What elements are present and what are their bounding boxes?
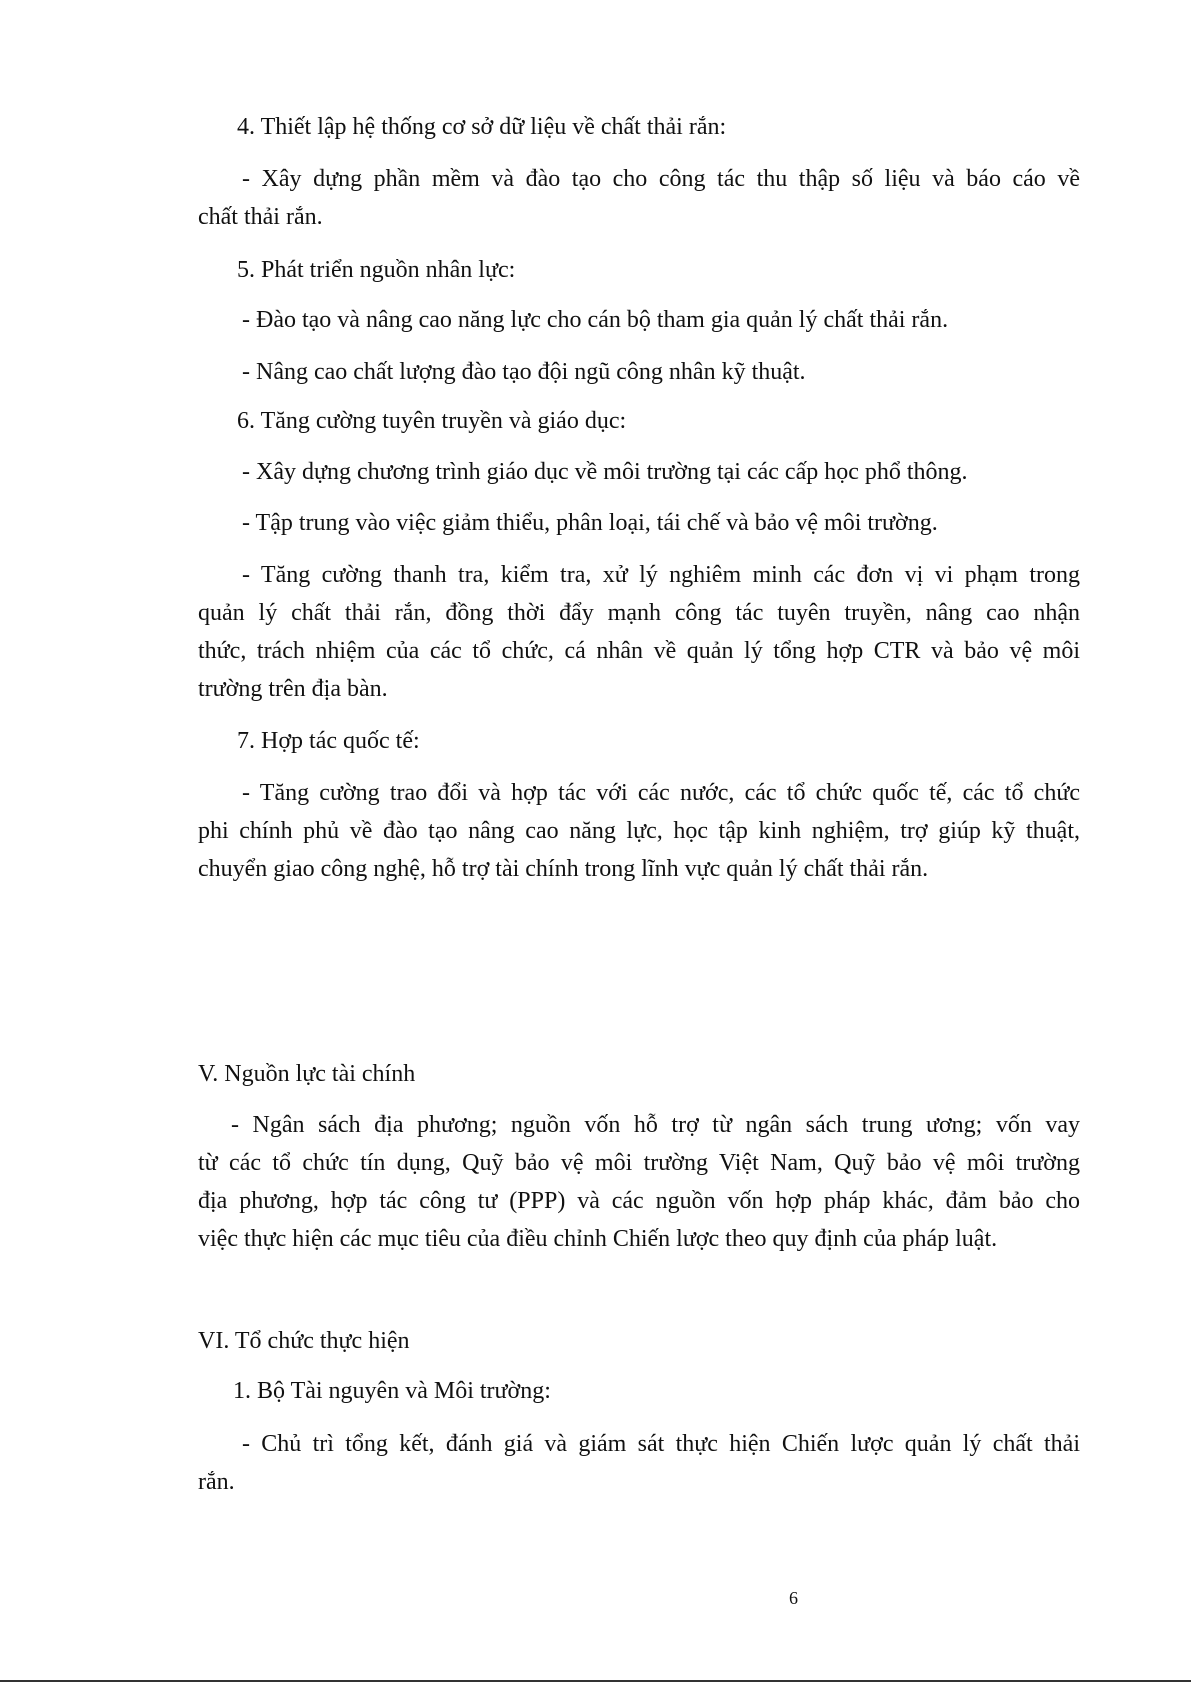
part-v-line-3: địa phương, hợp tác công tư (PPP) và các nguồn vốn hợp pháp khác, đảm bảo cho xyxy=(198,1188,1080,1214)
section-5-item-2: - Nâng cao chất lượng đào tạo đội ngũ công nhân kỹ thuật. xyxy=(242,359,806,385)
section-6-item-2: - Tập trung vào việc giảm thiểu, phân loại, tái chế và bảo vệ môi trường. xyxy=(242,510,938,536)
section-6-item-3-line-4: trường trên địa bàn. xyxy=(198,676,388,702)
part-v-line-2: từ các tổ chức tín dụng, Quỹ bảo vệ môi trường Việt Nam, Quỹ bảo vệ môi trường xyxy=(198,1150,1080,1176)
part-vi-heading: VI. Tổ chức thực hiện xyxy=(198,1328,410,1354)
part-vi-sub-1-heading: 1. Bộ Tài nguyên và Môi trường: xyxy=(233,1378,551,1404)
section-7-item-1-line-2: phi chính phủ về đào tạo nâng cao năng lực, học tập kinh nghiệm, trợ giúp kỹ thuật, xyxy=(198,818,1080,844)
part-vi-sub-1-item-line-2: rắn. xyxy=(198,1469,235,1495)
part-v-line-4: việc thực hiện các mục tiêu của điều chỉnh Chiến lược theo quy định của pháp luật. xyxy=(198,1226,998,1252)
page-number: 6 xyxy=(789,1588,798,1608)
section-6-item-1: - Xây dựng chương trình giáo dục về môi trường tại các cấp học phổ thông. xyxy=(242,459,968,485)
section-5-item-1: - Đào tạo và nâng cao năng lực cho cán bộ tham gia quản lý chất thải rắn. xyxy=(242,307,949,333)
section-6-item-3-line-3: thức, trách nhiệm của các tổ chức, cá nhân về quản lý tổng hợp CTR và bảo vệ môi xyxy=(198,638,1080,664)
section-6-item-3-line-1: - Tăng cường thanh tra, kiểm tra, xử lý nghiêm minh các đơn vị vi phạm trong xyxy=(242,562,1080,588)
part-v-line-1: - Ngân sách địa phương; nguồn vốn hỗ trợ từ ngân sách trung ương; vốn vay xyxy=(231,1112,1080,1138)
section-5-heading: 5. Phát triển nguồn nhân lực: xyxy=(237,257,516,283)
section-7-item-1-line-3: chuyển giao công nghệ, hỗ trợ tài chính trong lĩnh vực quản lý chất thải rắn. xyxy=(198,856,929,882)
section-6-heading: 6. Tăng cường tuyên truyền và giáo dục: xyxy=(237,408,627,434)
section-6-item-3-line-2: quản lý chất thải rắn, đồng thời đẩy mạnh công tác tuyên truyền, nâng cao nhận xyxy=(198,600,1080,626)
section-4-item-1-line-2: chất thải rắn. xyxy=(198,204,323,230)
section-4-item-1-line-1: - Xây dựng phần mềm và đào tạo cho công tác thu thập số liệu và báo cáo về xyxy=(242,166,1080,192)
part-v-heading: V. Nguồn lực tài chính xyxy=(198,1061,416,1087)
section-7-item-1-line-1: - Tăng cường trao đổi và hợp tác với các nước, các tổ chức quốc tế, các tổ chức xyxy=(242,780,1080,806)
section-4-heading: 4. Thiết lập hệ thống cơ sở dữ liệu về chất thải rắn: xyxy=(237,114,727,140)
bottom-rule xyxy=(0,1680,1191,1682)
section-7-heading: 7. Hợp tác quốc tế: xyxy=(237,728,420,754)
part-vi-sub-1-item-line-1: - Chủ trì tổng kết, đánh giá và giám sát thực hiện Chiến lược quản lý chất thải xyxy=(242,1431,1080,1457)
